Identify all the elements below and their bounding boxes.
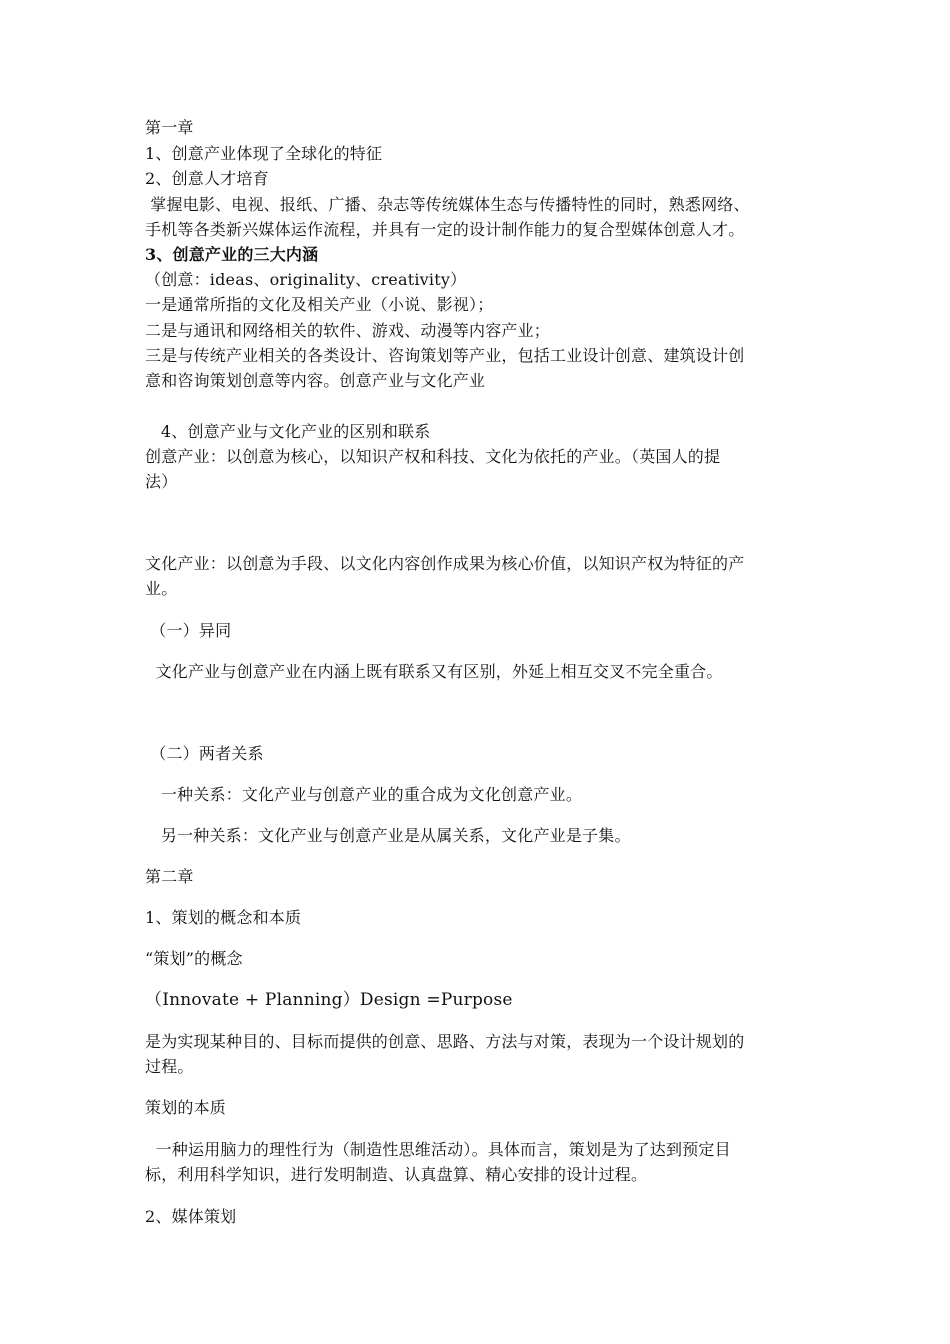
chapter1-item4-heading: 4、创意产业与文化产业的区别和联系 xyxy=(145,422,431,441)
chapter1-item3-note: （创意：ideas、originality、creativity） xyxy=(145,270,467,289)
relationship-two: 另一种关系：文化产业与创意产业是从属关系，文化产业是子集。 xyxy=(145,826,631,845)
chapter1-item2: 2、创意人才培育 xyxy=(145,169,269,188)
section-similarities-heading: （一）异同 xyxy=(145,621,232,640)
relationship-one: 一种关系：文化产业与创意产业的重合成为文化创意产业。 xyxy=(145,785,583,804)
culture-industry-definition-line2: 业。 xyxy=(145,579,178,598)
chapter2-item1: 1、策划的概念和本质 xyxy=(145,908,302,927)
planning-essence-label: 策划的本质 xyxy=(145,1098,227,1117)
culture-industry-definition-line1: 文化产业：以创意为手段、以文化内容创作成果为核心价值，以知识产权为特征的产 xyxy=(145,554,745,573)
chapter1-item3-third-line2: 意和咨询策划创意等内容。创意产业与文化产业 xyxy=(145,371,486,390)
planning-essence-body-line2: 标，利用科学知识，进行发明制造、认真盘算、精心安排的设计过程。 xyxy=(145,1165,648,1184)
planning-concept-body-line1: 是为实现某种目的、目标而提供的创意、思路、方法与对策，表现为一个设计规划的 xyxy=(145,1032,745,1051)
chapter1-item2-body-line2: 手机等各类新兴媒体运作流程，并具有一定的设计制作能力的复合型媒体创意人才。 xyxy=(145,220,745,239)
chapter1-item3-second: 二是与通讯和网络相关的软件、游戏、动漫等内容产业； xyxy=(145,321,551,340)
chapter2-heading: 第二章 xyxy=(145,867,194,886)
chapter2-item2: 2、媒体策划 xyxy=(145,1207,237,1226)
section-relationship-heading: （二）两者关系 xyxy=(145,744,264,763)
chapter1-heading: 第一章 xyxy=(145,118,194,137)
planning-concept-body-line2: 过程。 xyxy=(145,1057,194,1076)
chapter1-item2-body-line1: 掌握电影、电视、报纸、广播、杂志等传统媒体生态与传播特性的同时，熟悉网络、 xyxy=(145,195,750,214)
creative-industry-definition-line2: 法） xyxy=(145,472,178,491)
planning-formula: （Innovate + Planning）Design =Purpose xyxy=(145,990,513,1010)
planning-concept-label: “策划”的概念 xyxy=(145,949,243,968)
planning-essence-body-line1: 一种运用脑力的理性行为（制造性思维活动）。具体而言，策划是为了达到预定目 xyxy=(145,1140,731,1159)
chapter1-item1: 1、创意产业体现了全球化的特征 xyxy=(145,144,383,163)
chapter1-item3-heading: 3、创意产业的三大内涵 xyxy=(145,245,319,264)
creative-industry-definition-line1: 创意产业：以创意为核心，以知识产权和科技、文化为依托的产业。（英国人的提 xyxy=(145,447,721,466)
chapter1-item3-third-line1: 三是与传统产业相关的各类设计、咨询策划等产业，包括工业设计创意、建筑设计创 xyxy=(145,346,745,365)
section-similarities-body: 文化产业与创意产业在内涵上既有联系又有区别，外延上相互交叉不完全重合。 xyxy=(145,662,723,681)
chapter1-item3-first: 一是通常所指的文化及相关产业（小说、影视）； xyxy=(145,295,494,314)
